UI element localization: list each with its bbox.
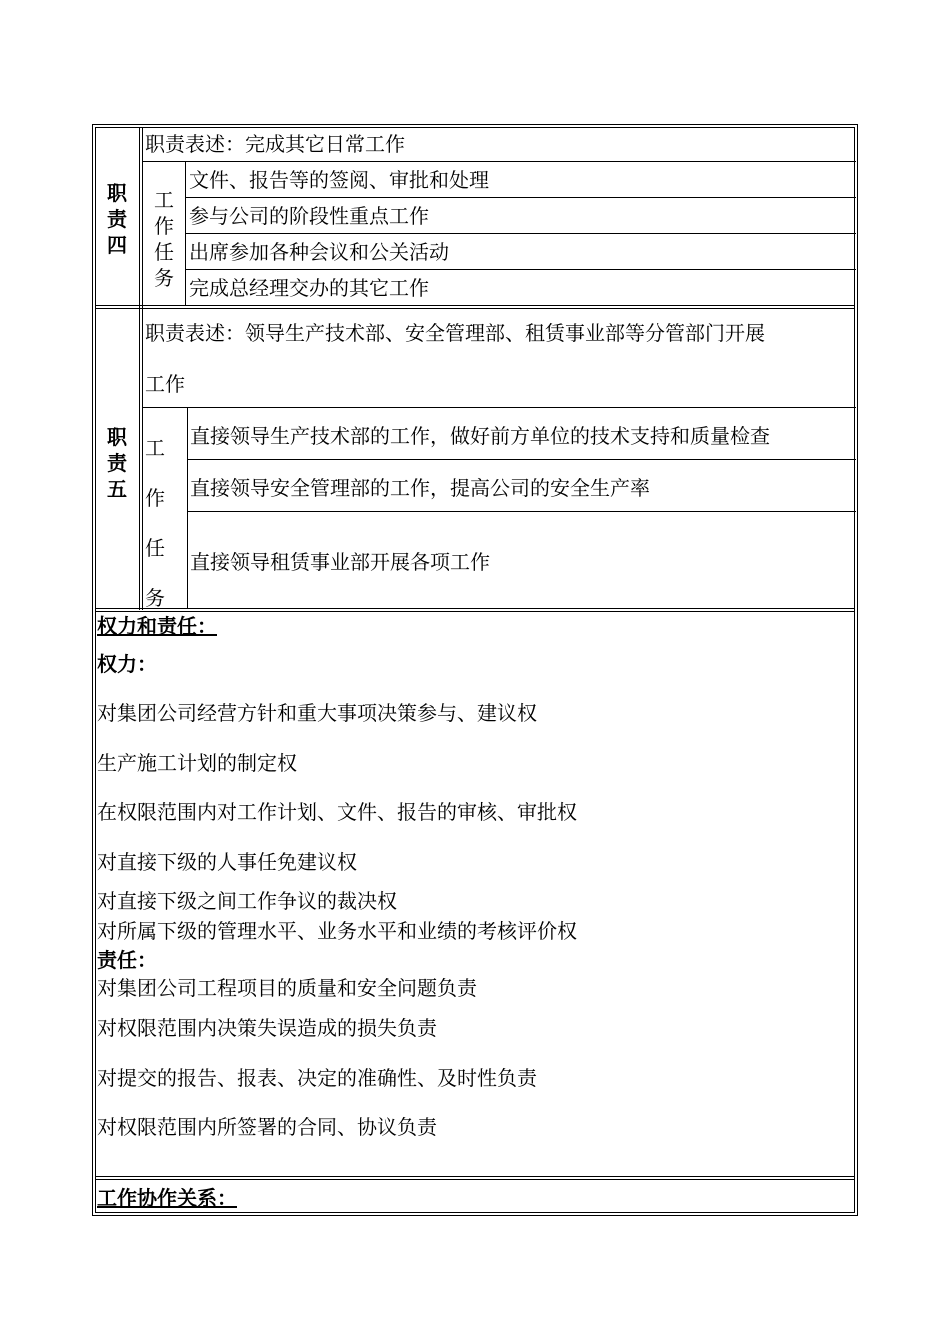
divider	[95, 1176, 855, 1177]
divider	[95, 611, 855, 612]
power-item: 对所属下级的管理水平、业务水平和业绩的考核评价权	[97, 919, 577, 943]
duty4-task: 参与公司的阶段性重点工作	[189, 204, 429, 228]
duty5-description-line1: 职责表述：领导生产技术部、安全管理部、租赁事业部等分管部门开展	[145, 321, 765, 345]
duty5-label: 职 责 五	[107, 425, 127, 501]
divider	[95, 305, 855, 306]
divider	[187, 459, 856, 460]
duty5-description-line2: 工作	[145, 372, 185, 396]
divider	[185, 162, 186, 306]
duty5-task: 直接领导安全管理部的工作，提高公司的安全生产率	[190, 476, 650, 500]
duty4-tasks-label: 工 作 任 务	[154, 188, 174, 290]
power-item: 生产施工计划的制定权	[97, 751, 297, 775]
divider	[142, 407, 856, 408]
responsibilities-heading: 责任：	[97, 948, 157, 972]
power-item: 对直接下级之间工作争议的裁决权	[97, 889, 397, 913]
power-item: 在权限范围内对工作计划、文件、报告的审核、审批权	[97, 800, 577, 824]
power-item: 对集团公司经营方针和重大事项决策参与、建议权	[97, 701, 537, 725]
responsibility-item: 对提交的报告、报表、决定的准确性、及时性负责	[97, 1066, 537, 1090]
power-item: 对直接下级的人事任免建议权	[97, 850, 357, 874]
duty5-task: 直接领导租赁事业部开展各项工作	[190, 550, 490, 574]
responsibility-item: 对权限范围内决策失误造成的损失负责	[97, 1016, 437, 1040]
divider	[185, 197, 856, 198]
duty4-description: 职责表述：完成其它日常工作	[145, 132, 405, 156]
responsibility-item: 对权限范围内所签署的合同、协议负责	[97, 1115, 437, 1139]
duty5-task: 直接领导生产技术部的工作，做好前方单位的技术支持和质量检查	[190, 424, 770, 448]
duty4-task: 完成总经理交办的其它工作	[189, 276, 429, 300]
authority-heading: 权力和责任：	[97, 614, 217, 638]
duty4-label: 职 责 四	[107, 181, 127, 257]
divider	[139, 127, 140, 610]
divider	[185, 233, 856, 234]
duty5-tasks-label: 工 作 任 务	[145, 436, 165, 610]
cooperation-heading: 工作协作关系：	[97, 1186, 237, 1210]
divider	[187, 511, 856, 512]
divider	[95, 1179, 855, 1180]
divider	[142, 161, 856, 162]
duty4-task: 文件、报告等的签阅、审批和处理	[189, 168, 489, 192]
divider	[95, 308, 855, 309]
powers-heading: 权力：	[97, 652, 157, 676]
divider	[187, 408, 188, 608]
divider	[95, 608, 855, 609]
responsibility-item: 对集团公司工程项目的质量和安全问题负责	[97, 976, 477, 1000]
duty4-task: 出席参加各种会议和公关活动	[189, 240, 449, 264]
divider	[185, 269, 856, 270]
